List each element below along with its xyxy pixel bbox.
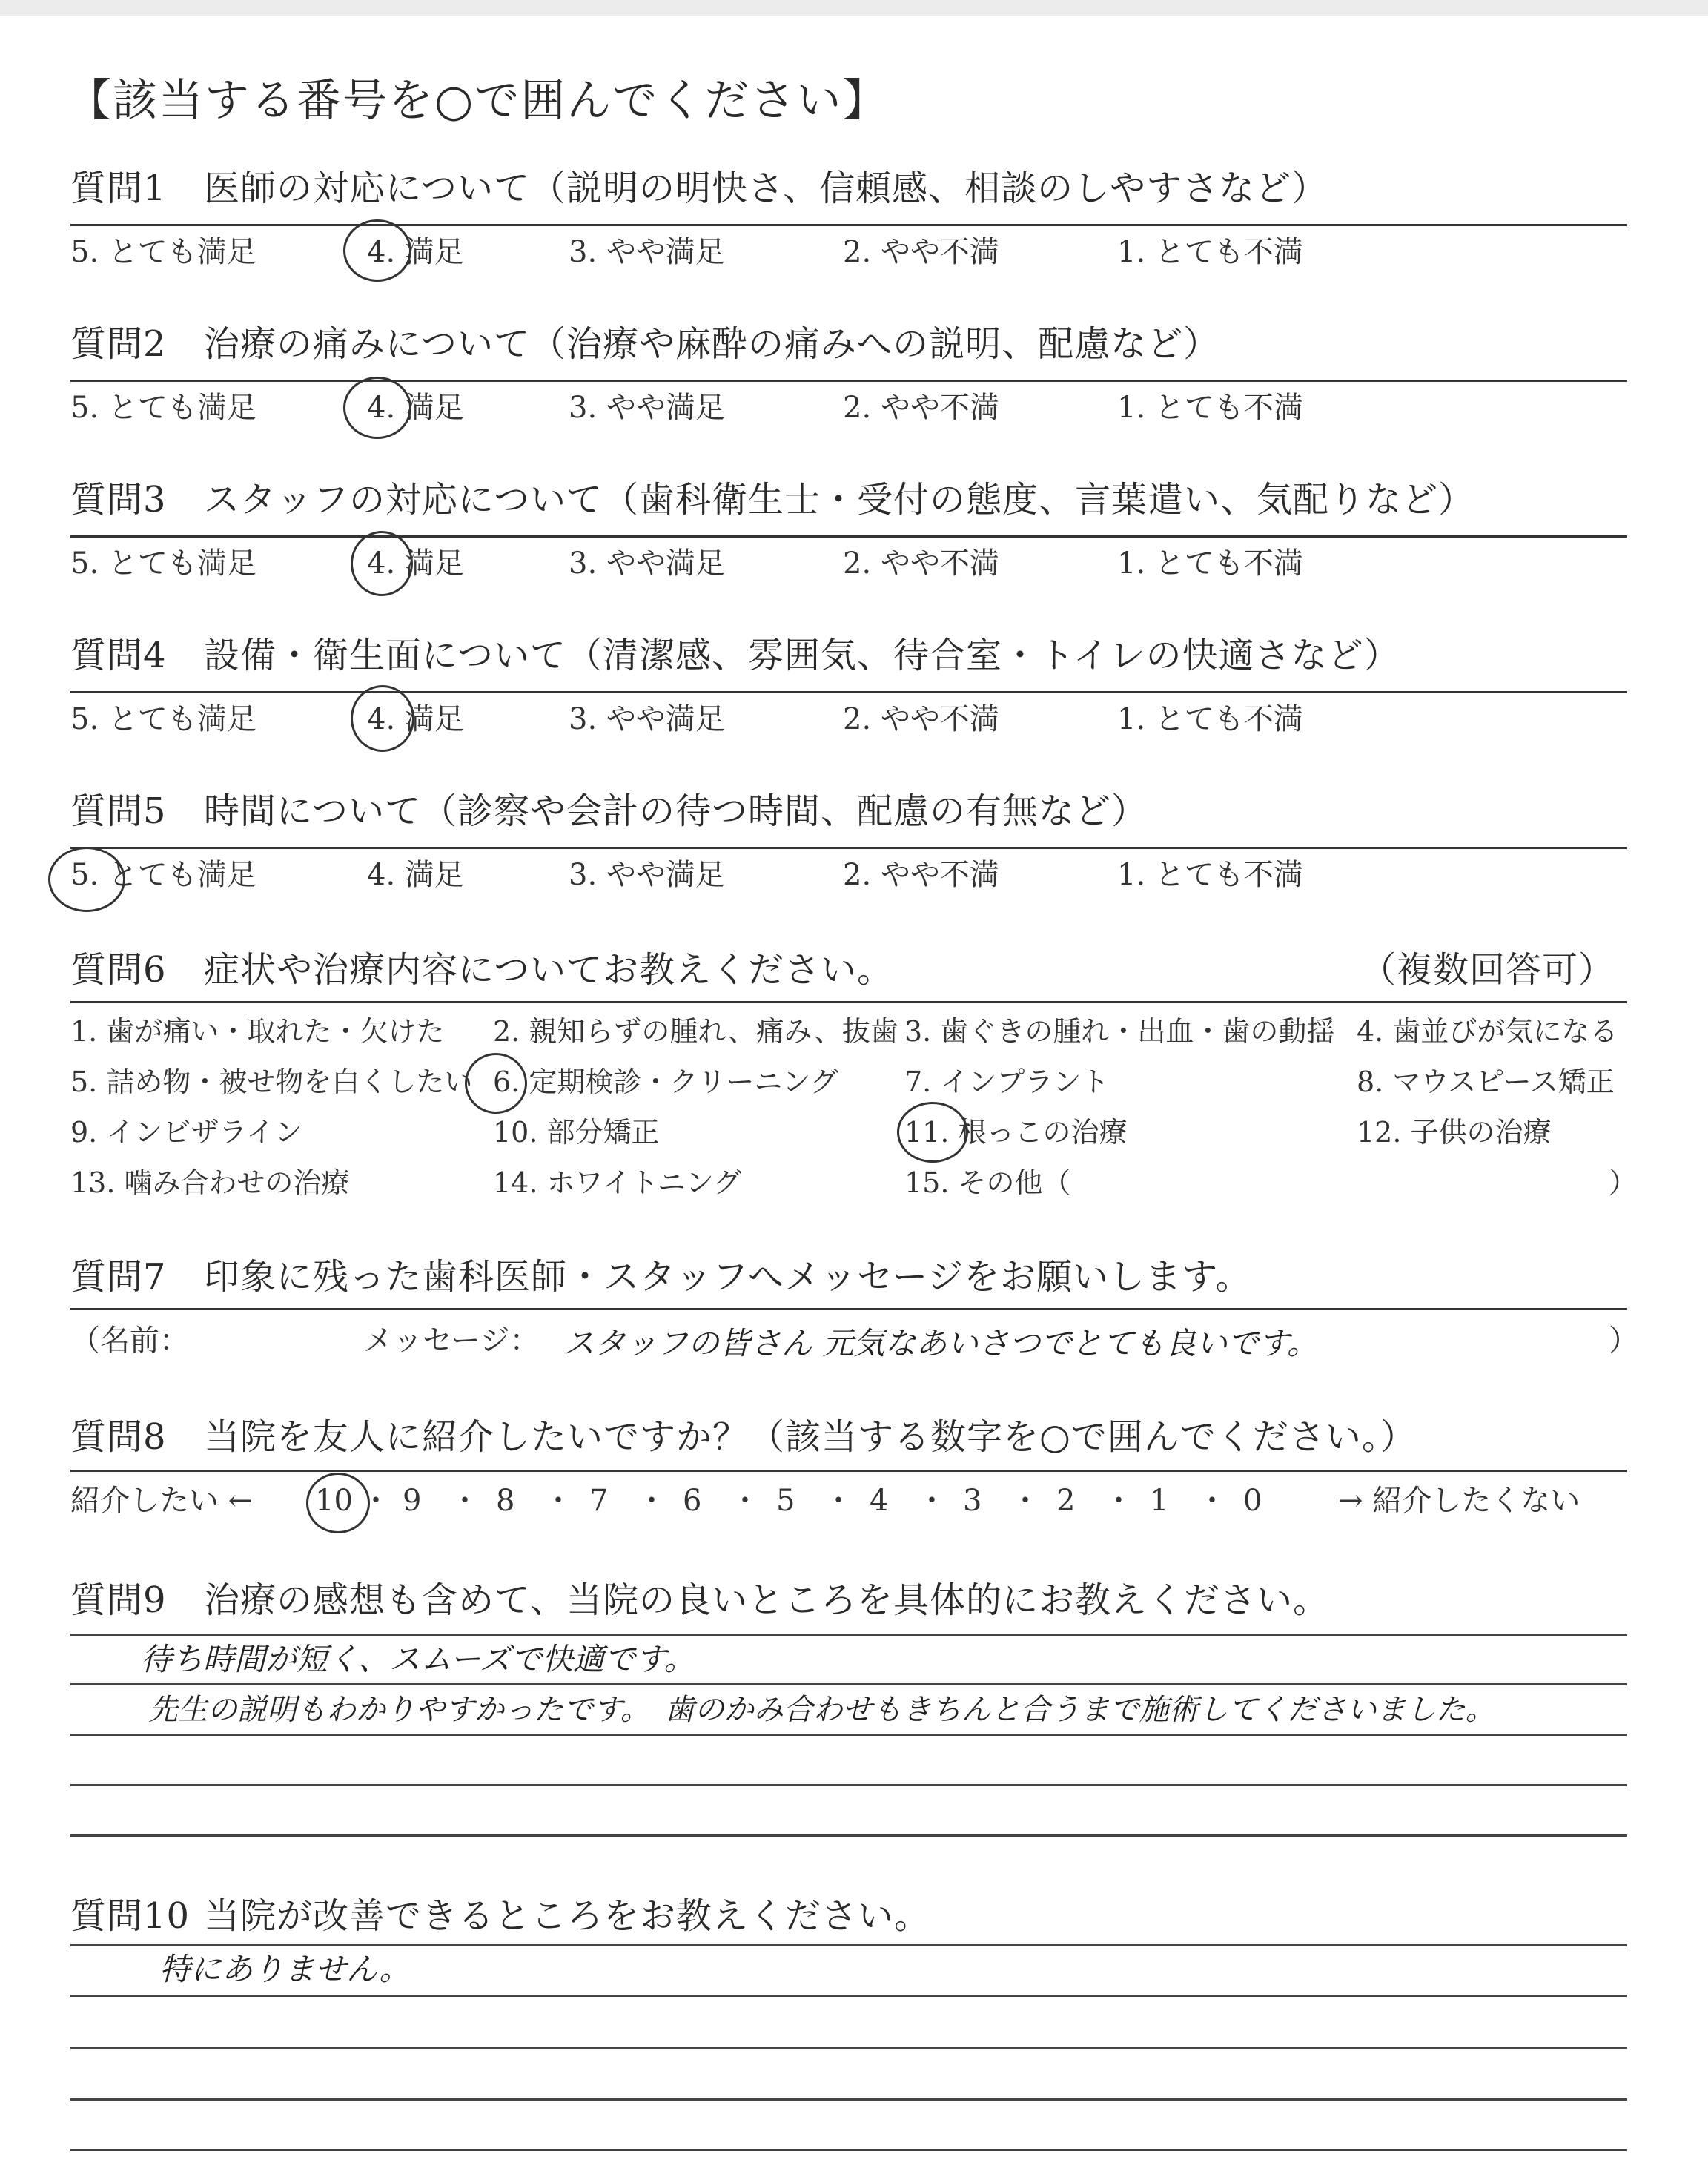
answer-rule <box>70 2098 1627 2101</box>
option-1[interactable]: 1. とても不満 <box>1117 858 1303 892</box>
question-text: 当院が改善できるところをお教えください。 <box>204 1895 931 1937</box>
symptom-3[interactable]: 3. 歯ぐきの腫れ・出血・歯の動揺 <box>904 1015 1335 1048</box>
question-text: 時間について（診察や会計の待つ時間、配慮の有無など） <box>204 790 1148 832</box>
question-3-heading <box>70 476 1474 524</box>
scale-dot: ・ <box>917 1484 947 1518</box>
option-5[interactable]: 5. とても満足 <box>70 702 256 736</box>
recommend-right-label: → 紹介したくない <box>1338 1484 1580 1518</box>
answer-rule <box>70 1784 1627 1786</box>
underline <box>70 1470 1627 1472</box>
selection-circle <box>343 219 411 282</box>
selection-circle <box>48 847 125 912</box>
scale-3[interactable]: 3 <box>963 1484 982 1518</box>
selection-circle <box>897 1102 968 1163</box>
answer-rule <box>70 2149 1627 2151</box>
scale-0[interactable]: 0 <box>1243 1484 1262 1518</box>
answer-rule <box>70 1734 1627 1736</box>
symptom-14[interactable]: 14. ホワイトニング <box>493 1166 742 1199</box>
symptom-1[interactable]: 1. 歯が痛い・取れた・欠けた <box>70 1015 445 1048</box>
scale-dot: ・ <box>361 1484 391 1518</box>
question-2-heading <box>70 320 1219 368</box>
answer-rule <box>70 1634 1627 1636</box>
option-3[interactable]: 3. やや満足 <box>569 702 725 736</box>
answer-rule <box>70 1834 1627 1837</box>
symptom-7[interactable]: 7. インプラント <box>904 1066 1110 1098</box>
option-1[interactable]: 1. とても不満 <box>1117 391 1303 425</box>
question-text: 設備・衛生面について（清潔感、雰囲気、待合室・トイレの快適さなど） <box>204 635 1400 676</box>
symptom-12[interactable]: 12. 子供の治療 <box>1357 1116 1552 1149</box>
symptom-11[interactable]: 11. 根っこの治療 <box>904 1116 1128 1149</box>
question-number: 質問8 <box>70 1416 167 1458</box>
answer-line-1: 特にありません。 <box>159 1951 411 1987</box>
question-1-heading <box>70 165 1328 212</box>
option-4[interactable]: 4. 満足 <box>367 235 464 269</box>
symptom-13[interactable]: 13. 噛み合わせの治療 <box>70 1166 350 1199</box>
scale-dot: ・ <box>1104 1484 1133 1518</box>
scale-1[interactable]: 1 <box>1150 1484 1169 1518</box>
question-text: スタッフの対応について（歯科衛生士・受付の態度、言葉遣い、気配りなど） <box>204 479 1475 521</box>
scale-dot: ・ <box>637 1484 666 1518</box>
underline <box>70 1308 1627 1310</box>
option-3[interactable]: 3. やや満足 <box>569 235 725 269</box>
scale-5[interactable]: 5 <box>776 1484 795 1518</box>
question-6-heading <box>70 946 893 994</box>
question-number: 質問1 <box>70 168 167 209</box>
recommend-left-label: 紹介したい ← <box>70 1484 254 1518</box>
answer-line-1: 待ち時間が短く、スムーズで快適です。 <box>141 1641 695 1677</box>
symptom-5[interactable]: 5. 詰め物・被せ物を白くしたい <box>70 1066 473 1098</box>
symptom-15[interactable]: 15. その他（ <box>904 1166 1071 1199</box>
scan-edge <box>0 0 1708 16</box>
option-3[interactable]: 3. やや満足 <box>569 391 725 425</box>
symptom-8[interactable]: 8. マウスピース矯正 <box>1357 1066 1615 1098</box>
scale-7[interactable]: 7 <box>589 1484 609 1518</box>
scale-8[interactable]: 8 <box>496 1484 515 1518</box>
answer-rule <box>70 1683 1627 1685</box>
option-2[interactable]: 2. やや不満 <box>843 546 999 581</box>
option-1[interactable]: 1. とても不満 <box>1117 235 1303 269</box>
underline <box>70 535 1627 538</box>
selection-circle <box>465 1053 527 1114</box>
question-number: 質問10 <box>70 1895 191 1937</box>
option-1[interactable]: 1. とても不満 <box>1117 702 1303 736</box>
question-number: 質問2 <box>70 323 167 365</box>
option-2[interactable]: 2. やや不満 <box>843 391 999 425</box>
selection-circle <box>351 685 414 752</box>
question-4-heading <box>70 632 1400 679</box>
scale-4[interactable]: 4 <box>870 1484 889 1518</box>
question-number: 質問6 <box>70 949 167 991</box>
symptom-15-close: ） <box>1609 1166 1638 1199</box>
option-5[interactable]: 5. とても満足 <box>70 235 256 269</box>
symptom-10[interactable]: 10. 部分矯正 <box>493 1116 660 1149</box>
message-label: メッセージ： <box>363 1324 540 1358</box>
scale-dot: ・ <box>824 1484 853 1518</box>
question-7-heading <box>70 1253 1251 1301</box>
question-5-heading <box>70 787 1148 835</box>
question-text: 症状や治療内容についてお教えください。 <box>204 949 894 991</box>
scale-dot: ・ <box>1197 1484 1227 1518</box>
question-10-heading <box>70 1892 930 1940</box>
question-text: 医師の対応について（説明の明快さ、信頼感、相談のしやすさなど） <box>204 168 1328 209</box>
question-number: 質問9 <box>70 1579 167 1621</box>
underline <box>70 1001 1627 1003</box>
answer-rule <box>70 2047 1627 2049</box>
name-label: （名前： <box>70 1324 189 1358</box>
underline <box>70 224 1627 226</box>
question-text: 当院を友人に紹介したいですか？（該当する数字を○で囲んでください。） <box>204 1416 1417 1458</box>
question-number: 質問7 <box>70 1256 167 1298</box>
page-title: 【該当する番号を○で囲んでください】 <box>67 75 889 127</box>
symptom-9[interactable]: 9. インビザライン <box>70 1116 303 1149</box>
underline <box>70 380 1627 382</box>
question-text: 治療の痛みについて（治療や麻酔の痛みへの説明、配慮など） <box>204 323 1220 365</box>
option-5[interactable]: 5. とても満足 <box>70 546 256 581</box>
multiple-answers-note: （複数回答可） <box>1360 949 1615 991</box>
scale-dot: ・ <box>543 1484 573 1518</box>
scale-9[interactable]: 9 <box>403 1484 422 1518</box>
option-5[interactable]: 5. とても満足 <box>70 858 256 892</box>
question-8-heading <box>70 1413 1417 1461</box>
scale-dot: ・ <box>450 1484 480 1518</box>
option-5[interactable]: 5. とても満足 <box>70 391 256 425</box>
question-text: 印象に残った歯科医師・スタッフへメッセージをお願いします。 <box>204 1256 1252 1298</box>
option-2[interactable]: 2. やや不満 <box>843 235 999 269</box>
option-4[interactable]: 4. 満足 <box>367 391 464 425</box>
option-2[interactable]: 2. やや不満 <box>843 858 999 892</box>
answer-rule <box>70 1995 1627 1997</box>
scale-6[interactable]: 6 <box>683 1484 702 1518</box>
symptom-4[interactable]: 4. 歯並びが気になる <box>1357 1015 1618 1048</box>
scale-10[interactable]: 10 <box>315 1484 353 1518</box>
question-number: 質問4 <box>70 635 167 676</box>
scale-dot: ・ <box>1010 1484 1040 1518</box>
option-4[interactable]: 4. 満足 <box>367 702 464 736</box>
answer-rule <box>70 1944 1627 1946</box>
symptom-6[interactable]: 6. 定期検診・クリーニング <box>493 1066 838 1098</box>
message-handwritten: スタッフの皆さん 元気なあいさつでとても良いです。 <box>563 1325 1318 1361</box>
symptom-2[interactable]: 2. 親知らずの腫れ、痛み、抜歯 <box>493 1015 898 1048</box>
selection-circle <box>351 531 413 596</box>
option-1[interactable]: 1. とても不満 <box>1117 546 1303 581</box>
scale-dot: ・ <box>730 1484 760 1518</box>
message-close: ） <box>1609 1324 1638 1358</box>
option-2[interactable]: 2. やや不満 <box>843 702 999 736</box>
selection-circle <box>306 1473 370 1533</box>
option-3[interactable]: 3. やや満足 <box>569 858 725 892</box>
option-4[interactable]: 4. 満足 <box>367 858 464 892</box>
question-text: 治療の感想も含めて、当院の良いところを具体的にお教えください。 <box>204 1579 1330 1621</box>
underline <box>70 691 1627 693</box>
answer-line-2: 先生の説明もわかりやすかったです。 歯のかみ合わせもきちんと合うまで施術してくださいました。 <box>148 1693 1495 1727</box>
selection-circle <box>343 377 411 439</box>
question-number: 質問3 <box>70 479 167 521</box>
option-4[interactable]: 4. 満足 <box>367 546 464 581</box>
question-9-heading <box>70 1576 1329 1624</box>
option-3[interactable]: 3. やや満足 <box>569 546 725 581</box>
scale-2[interactable]: 2 <box>1056 1484 1076 1518</box>
underline <box>70 847 1627 849</box>
question-number: 質問5 <box>70 790 167 832</box>
